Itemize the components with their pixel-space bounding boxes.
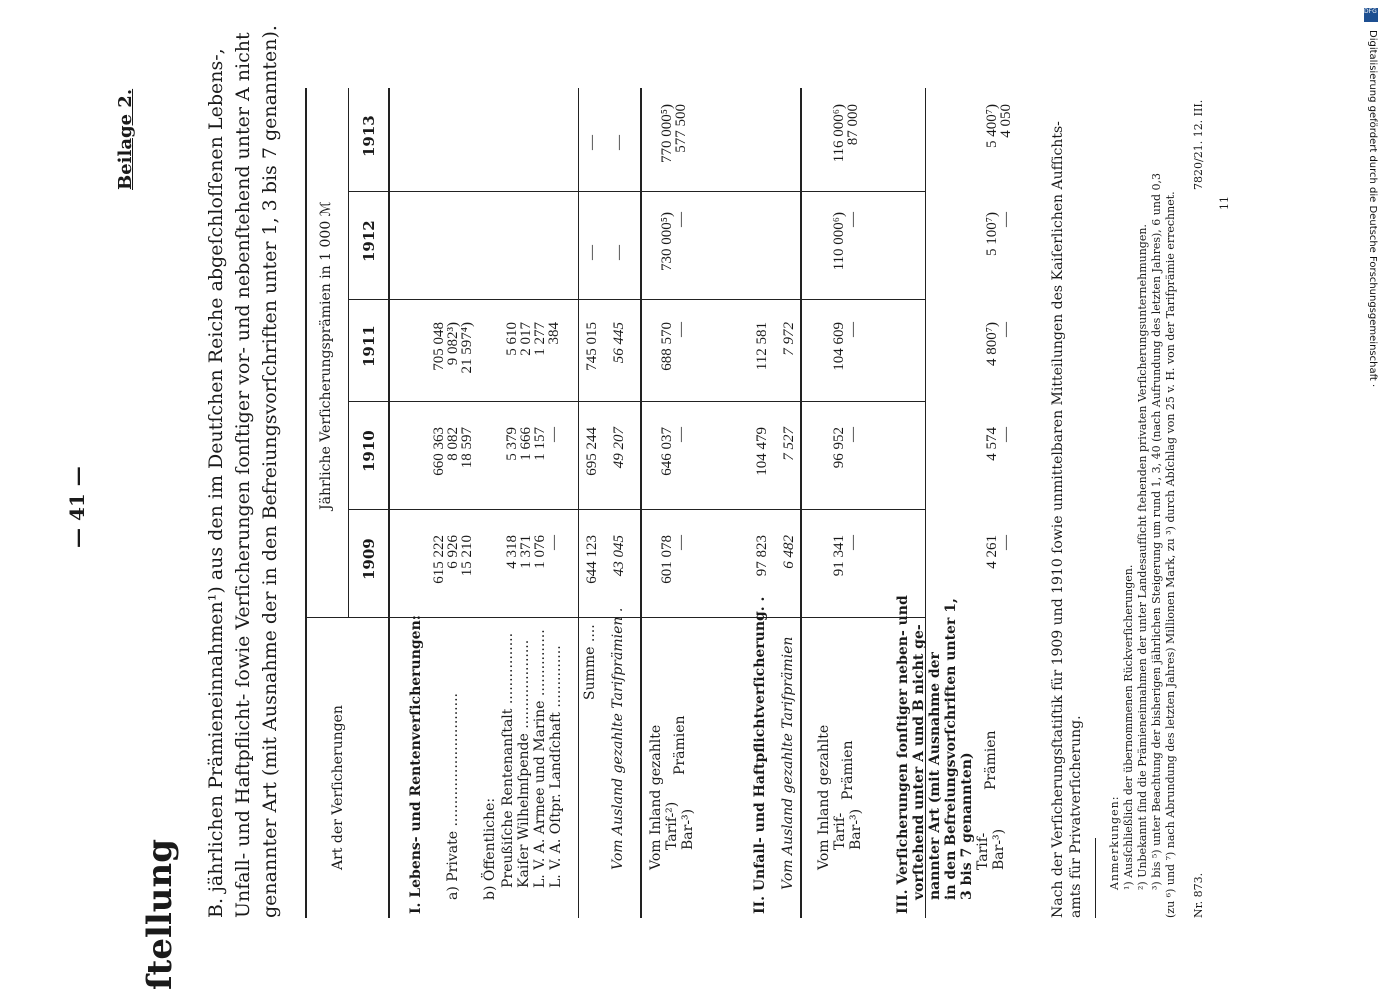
years-rule [348,88,349,618]
page-number: — 41 — [65,466,89,548]
dfg-logo: DFG [1364,8,1378,22]
tarif-label: Tarif-²) [664,801,680,850]
section-3-line-3: nannter Art (mit Ausnahme der [927,652,943,900]
source-note-2: amts für Privatverſicherung. [1068,715,1084,918]
tarif3-label: Tarif- [975,832,991,870]
heading-line-3: genannter Art (mit Ausnahme der in den Befreiungsvorſchriften unter 1, 3 bis 7 genannten). [259,25,281,918]
col-header-left: Art der Verſicherungen [330,705,346,870]
section-3-line-4: in den Befreiungsvorſchriften unter 1, [943,598,959,900]
value-sonst-1913: 5 400⁷) 4 050 [984,104,1014,148]
footnote-rule [1095,838,1096,918]
section-3-line-5: 3 bis 7 genannten) [959,752,975,900]
sep-summe [578,88,579,918]
year-1911: 1911 [360,325,378,367]
heading-line-2: Unfall- und Haftpflicht- ſowie Verſicherungen ſonſtiger vor- und nebenſtehend unter A nicht [232,32,254,918]
value-unfall-1910: 104 479 [754,427,770,476]
year-1909: 1909 [360,538,378,580]
value-ausland-1910: 49 207 [611,427,627,469]
value-sonst-1909: 4 261 — [984,535,1014,569]
col-divider-4 [348,191,925,192]
value-ausland2-1910: 7 527 [781,427,797,461]
public-label: b) Öffentliche: [482,797,498,900]
lva-label: L. V. A. Armee und Marine ............... [532,629,548,888]
sheet-number: 11 [1218,196,1231,210]
value-summe-1910: 695 244 [584,427,600,476]
col-divider-3 [348,299,925,300]
summe-label: Summe .... [582,624,598,700]
value-unfall-1911: 112 581 [754,322,770,371]
value-public-1909: 4 318 1 371 1 076 — [504,535,562,569]
value-ausland2-1909: 6 482 [781,535,797,569]
praemien3-label: Prämien [983,730,999,790]
value-private-1909: 615 222 6 926 15 210 [431,535,475,584]
value-sonst-1911: 4 800⁷) — [984,322,1014,366]
value-inland1-1912: 730 000⁵) — [659,212,689,271]
preuss-label: Preußiſche Rentenanſtalt ................ [500,632,516,888]
value-inland2-1909: 91 341 — [831,535,861,577]
footnote-1: ¹) Ausſchließlich der übernommenen Rückverſicherungen. [1122,564,1135,890]
value-ausland-1913: — [611,135,627,150]
beilage-label: Beilage 2. [115,88,136,190]
value-inland1-1910: 646 037 — [659,427,689,476]
value-public-1911: 5 610 2 017 1 277 384 [504,322,562,356]
section-3-line-1: III. Verſicherungen ſonſtiger neben- und [895,595,911,914]
value-ausland-1909: 43 045 [611,535,627,577]
ausland-label: Vom Ausland gezahlte Tarifprämien . [610,607,626,870]
value-summe-1911: 745 015 [584,322,600,371]
sep-s2 [640,88,642,918]
praemien2-label: Prämien [840,740,856,800]
section-2-label: II. Unfall- und Haftpflichtverſicherung. . [752,596,768,914]
lvao-label: L. V. A. Oſtpr. Landſchaft .............. [548,645,564,888]
praemien-label: Prämien [672,715,688,775]
footnote-2: ²) Unbekannt ſind die Prämieneinnahmen der unter Landesaufſicht ſtehenden privaten Verſicherungsunternehmungen. [1136,224,1149,890]
col-divider-1 [348,509,925,510]
year-1912: 1912 [360,220,378,262]
table-top-rule [305,88,307,918]
value-private-1911: 705 048 9 082³) 21 597⁴) [431,322,475,374]
footnote-3: ³) bis ⁵) unter Beachtung der bisherigen jährlichen Steigerung um rund 1, 3, 40 (nach Aufrundung des letzten Jahres), 6 und 0,3 [1150,173,1163,890]
footnote-4: (zu ⁶) und ⁷) nach Abrundung des letzten Jahres) Millionen Mark, zu ³) durch Abſchlag von 25 v. H. von der Tarifprämie errechnet. [1164,191,1177,918]
title-fragment: ſtellung [140,838,180,990]
value-summe-1909: 644 123 [584,535,600,584]
year-1910: 1910 [360,430,378,472]
bar-label: Bar-³) [680,808,696,850]
footnotes-heading: Anmerkungen: [1108,795,1121,890]
inland2-label: Vom Inland gezahlte [816,724,832,870]
value-inland1-1913: 770 000⁵) 577 500 [659,104,689,163]
ausland2-label: Vom Ausland gezahlte Tarifprämien [780,636,796,890]
print-mark: 7820/21. 12. III. [1192,99,1205,190]
value-unfall-1909: 97 823 [754,535,770,577]
value-ausland-1911: 56 445 [611,322,627,364]
value-sonst-1912: 5 100⁷) — [984,212,1014,256]
tarif2-label: Tarif- [832,812,848,850]
value-inland2-1913: 116 000⁶) 87 000 [831,104,861,163]
heading-line-1: B. jährlichen Prämieneinnahmen¹) aus den im Deutſchen Reiche abgeſchloſſenen Lebens-, [205,48,227,918]
section-1-label: I. Lebens- und Rentenverſicherungen: [408,615,424,914]
value-inland2-1910: 96 952 — [831,427,861,469]
value-private-1910: 660 363 8 082 18 597 [431,427,475,476]
document-number: Nr. 873. [1192,872,1205,918]
col-header-group: Jährliche Verſicherungsprämien in 1 000 ℳ [318,201,334,510]
source-note-1: Nach der Verſicherungsſtatiſtik für 1909 und 1910 ſowie unmittelbaren Mitteilungen des Kaiſerlichen Aufſichts- [1050,121,1066,918]
value-summe-1913: — [584,135,600,150]
bar3-label: Bar-³) [991,828,1007,870]
inland-label: Vom Inland gezahlte [648,724,664,870]
value-public-1910: 5 379 1 666 1 157 — [504,427,562,461]
value-ausland-1912: — [611,245,627,260]
bar2-label: Bar-³) [848,808,864,850]
value-sonst-1910: 4 574 — [984,427,1014,461]
section-3-line-2: vorſtehend unter A und B nicht ge- [911,624,927,900]
value-inland1-1911: 688 570 — [659,322,689,371]
value-inland2-1911: 104 609 — [831,322,861,371]
year-1913: 1913 [360,115,378,157]
private-label: a) Private .............................. [445,693,461,900]
kaiser-label: Kaiſer Wilhelmſpende .................... [516,639,532,888]
dfg-watermark: Digitalisierung gefördert durch die Deutsche Forschungsgemeinschaft · [1367,30,1378,388]
table-header-rule [388,88,390,918]
value-summe-1912: — [584,245,600,260]
value-ausland2-1911: 7 972 [781,322,797,356]
value-inland1-1909: 601 078 — [659,535,689,584]
value-inland2-1912: 110 000⁶) — [831,212,861,271]
sep-s3 [800,88,802,918]
col-divider-2 [348,401,925,402]
